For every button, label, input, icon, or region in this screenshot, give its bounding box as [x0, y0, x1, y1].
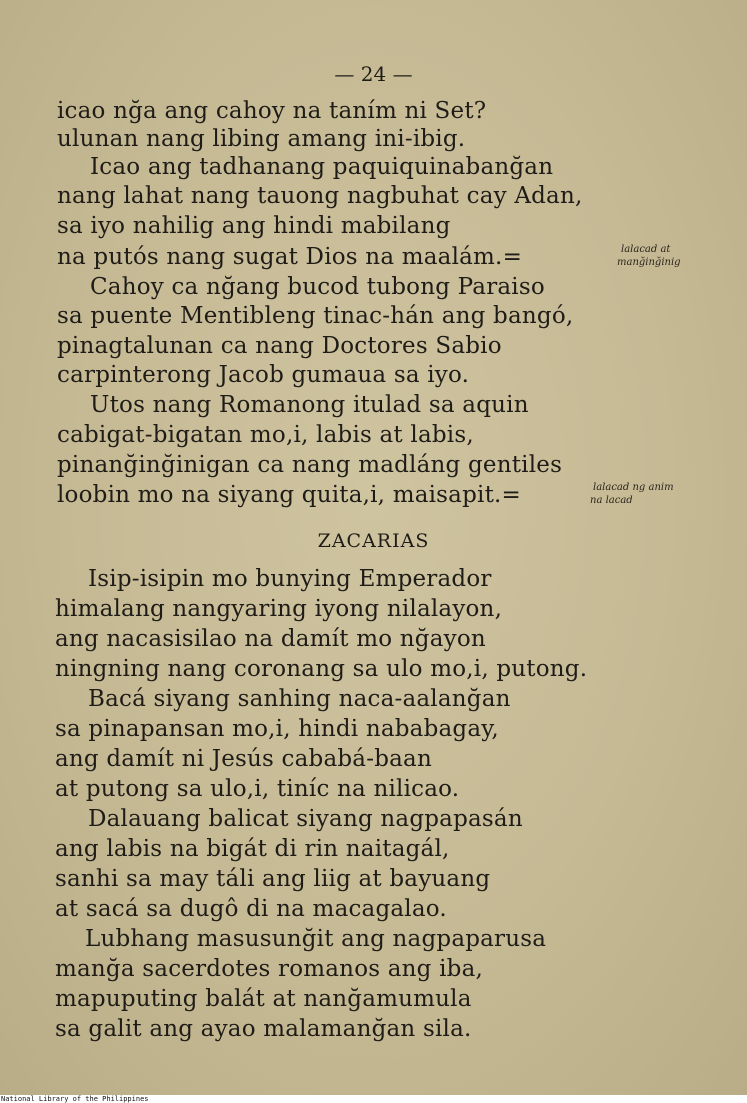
verse-line: sa puente Mentibleng tinac-hán ang bangó, [57, 303, 574, 329]
verse-line: sanhi sa may táli ang liig at bayuang [55, 866, 491, 892]
verse-line: Dalauang balicat siyang nagpapasán [88, 806, 523, 832]
library-credit: National Library of the Philippines [1, 1095, 149, 1103]
verse-line: ningning nang coronang sa ulo mo,i, putong. [55, 656, 588, 682]
verse-line: pinanğinğinigan ca nang madláng gentiles [57, 452, 563, 478]
verse-text: na putós nang sugat Dios na maalám. [57, 244, 503, 270]
note-dash: = [502, 244, 523, 270]
verse-line: mapuputing balát at nanğamumula [55, 986, 472, 1012]
verse-line: sa pinapansan mo,i, hindi nababagay, [55, 716, 499, 742]
verse-line: Lubhang masusunğit ang nagpaparusa [85, 926, 547, 952]
marginal-note-bottom: na lacad [590, 495, 633, 506]
page-number: — 24 — [334, 62, 413, 86]
verse-line: sa iyo nahilig ang hindi mabilang [57, 213, 451, 239]
verse-line-with-note [57, 243, 522, 271]
note-dash: = [501, 482, 522, 508]
verse-line: ang labis na bigát di rin naitagál, [55, 836, 450, 862]
verse-line: cabigat-bigatan mo,i, labis at labis, [57, 422, 474, 448]
verse-line: nang lahat nang tauong nagbuhat cay Adan, [57, 183, 583, 209]
marginal-note-top: lalacad at [621, 244, 671, 255]
verse-line: Utos nang Romanong itulad sa aquin [90, 392, 529, 418]
verse-line: manğa sacerdotes romanos ang iba, [55, 956, 484, 982]
verse-line: at sacá sa dugô di na macagalao. [55, 896, 447, 922]
verse-line: ang damít ni Jesús cababá-baan [55, 746, 432, 772]
verse-line: ang nacasisilao na damít mo nğayon [55, 626, 486, 652]
verse-line: carpinterong Jacob gumaua sa iyo. [57, 362, 470, 388]
verse-line: sa galit ang ayao malamanğan sila. [55, 1016, 472, 1042]
verse-line: Bacá siyang sanhing naca-aalanğan [88, 686, 511, 712]
verse-line: Isip-isipin mo bunying Emperador [88, 566, 492, 592]
verse-text: loobin mo na siyang quita,i, maisapit. [57, 482, 502, 508]
marginal-note-bottom: manğinğinig [617, 257, 681, 268]
verse-line: Icao ang tadhanang paquiquinabanğan [90, 154, 554, 180]
verse-line: pinagtalunan ca nang Doctores Sabio [57, 333, 502, 359]
verse-line: Cahoy ca nğang bucod tubong Paraiso [90, 274, 545, 300]
verse-line: himalang nangyaring iyong nilalayon, [55, 596, 503, 622]
marginal-note-top: lalacad ng anim [593, 482, 674, 493]
verse-line: icao nğa ang cahoy na taním ni Set? [57, 98, 487, 124]
verse-line: ulunan nang libing amang ini-ibig. [57, 126, 466, 152]
section-title: ZACARIAS [317, 530, 430, 552]
verse-line-with-note [57, 481, 521, 509]
verse-line: at putong sa ulo,i, tiníc na nilicao. [55, 776, 460, 802]
